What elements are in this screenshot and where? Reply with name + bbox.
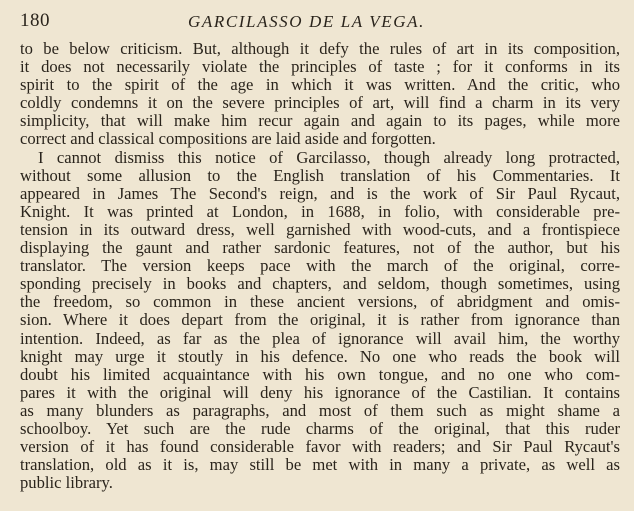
paragraph-1 <box>20 40 620 149</box>
text-line: to be below criticism. But, although it defy the rules of art in its composition, <box>20 39 620 58</box>
text-line: public library. <box>20 473 113 493</box>
text-line: appeared in James The Second's reign, and is the work of Sir Paul Rycaut, <box>20 183 620 203</box>
text-line: as many blunders as paragraphs, and most of them such as might shame a <box>20 400 620 420</box>
text-line: the freedom, so common in these ancient versions, of abridgment and omis- <box>20 292 620 312</box>
page-number: 180 <box>20 10 50 31</box>
text-line: knight may urge it stoutly in his defence. No one who reads the book will <box>20 346 620 366</box>
text-line: coldly condemns it on the severe principles of art, will find a charm in its very <box>20 93 620 113</box>
text-line: tension in its outward dress, well garnished with wood-cuts, and a frontispiece <box>20 219 620 239</box>
page-header <box>20 6 620 40</box>
text-line: translator. The version keeps pace with the march of the original, corre- <box>20 256 620 276</box>
text-line: I cannot dismiss this notice of Garcilasso, though already long protracted, <box>38 147 620 167</box>
text-line: sion. Where it does depart from the original, it is rather from ignorance than <box>20 310 620 330</box>
text-line: displaying the gaunt and rather sardonic features, not of the author, but his <box>20 238 620 258</box>
paragraph-2 <box>20 149 620 493</box>
text-line: Knight. It was printed at London, in 1688, in folio, with considerable pre- <box>20 201 620 221</box>
text-line: spirit to the spirit of the age in which it was written. And the critic, who <box>20 75 620 95</box>
text-line: translation, old as it is, may still be met with in many a private, as well as <box>20 455 620 475</box>
text-line: correct and classical compositions are laid aside and forgotten. <box>20 129 436 149</box>
text-line: it does not necessarily violate the principles of taste ; for it conforms in its <box>20 57 620 77</box>
text-line: version of it has found considerable favor with readers; and Sir Paul Rycaut's <box>20 437 620 457</box>
running-title: GARCILASSO DE LA VEGA. <box>188 12 425 31</box>
text-line: simplicity, that will make him recur again and again to its pages, while more <box>20 111 620 131</box>
text-line: pares it with the original will deny his ignorance of the Castilian. It contains <box>20 382 620 402</box>
text-line: sponding precisely in books and chapters, and seldom, though sometimes, using <box>20 274 620 294</box>
text-line: without some allusion to the English translation of his Commentaries. It <box>20 165 620 185</box>
body-text <box>20 40 620 492</box>
text-line: schoolboy. Yet such are the rude charms of the original, that this ruder <box>20 418 620 438</box>
text-line: intention. Indeed, as far as the plea of ignorance will avail him, the worthy <box>20 328 620 348</box>
text-line: doubt his limited acquaintance with his own tongue, and no one who com- <box>20 364 620 384</box>
